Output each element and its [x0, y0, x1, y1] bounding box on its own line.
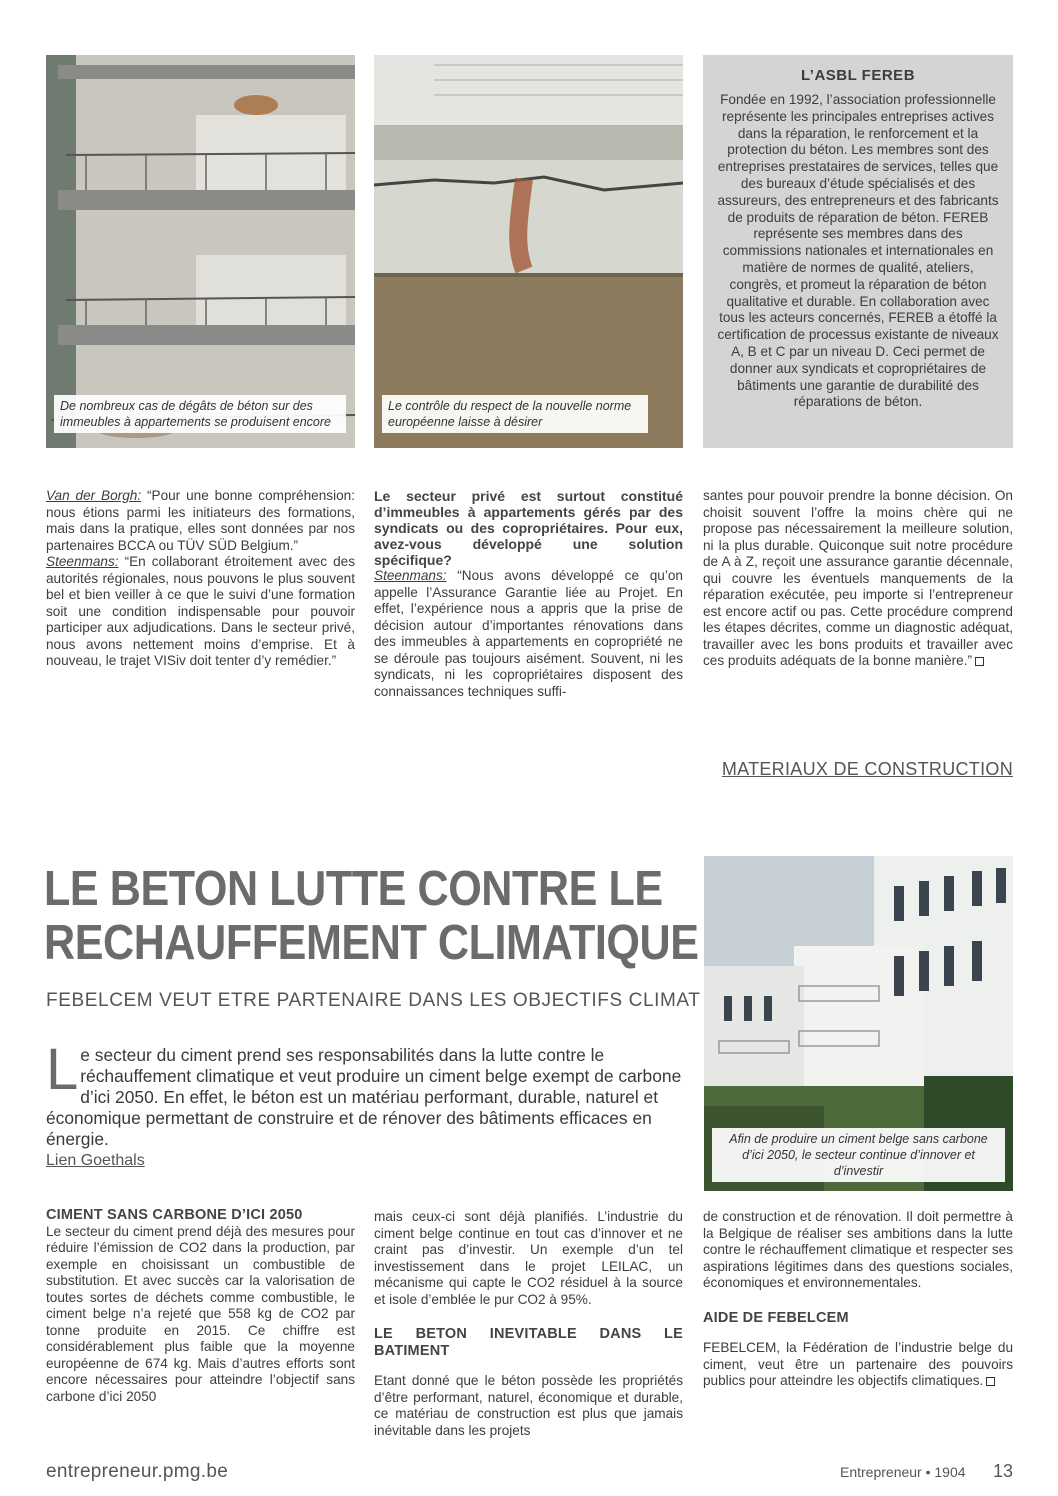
dropcap: L [46, 1037, 79, 1102]
headline-line-2: RECHAUFFEMENT CLIMATIQUE [44, 916, 699, 970]
footer-website: entrepreneur.pmg.be [46, 1461, 229, 1482]
end-square-icon [986, 1377, 995, 1386]
section-heading: CIMENT SANS CARBONE D’ICI 2050 [46, 1207, 303, 1223]
photo-white-building [704, 856, 1013, 1191]
article-photo-caption: Afin de produire un ciment belge sans carbone d’ici 2050, le secteur continue d’innover et d’investir [712, 1128, 1005, 1182]
speaker-name: Van der Borgh: [46, 488, 142, 503]
sidebar-fereb [703, 55, 1013, 448]
speaker-quote: “Pour une bonne compréhension: nous étions parmi les initiateurs des formations, mais dans la pratique, elles sont données par nos partenaires BCCA ou TÜV SÜD Belgium.” [46, 488, 355, 553]
headline-line-1: LE BETON LUTTE CONTRE LE [44, 862, 663, 916]
lead-text: e secteur du ciment prend ses responsabilités dans la lutte contre le réchauffement climatique et veut produire un ciment belge exempt de carbone d’ici 2050. En effet, le béton est un matériau performant, durable, naturel et économique permettant de construire et de rénover des bâtiments efficaces en énergie. [46, 1045, 682, 1149]
interview-question: Le secteur privé est surtout constitué d’immeubles à appartements gérés par des syndicats ou des copropriétaires. Pour eux, avez-vous développé une solution spécifique? [374, 488, 683, 568]
speaker-quote: “Nous avons développé ce qu’on appelle l’Assurance Garantie liée au Projet. En effet, l’expérience nous a appris que la prise de décision autour d’importantes rénovations dans des immeubles à appartements en copropriété ne se déroule pas toujours aisément. Souvent, ni les syndicats, ni les copropriétaires disposent des connaissances techniques suffi- [374, 568, 683, 699]
speaker-quote: santes pour pouvoir prendre la bonne décision. On choisit souvent l’offre la moins chère qui ne propose pas nécessairement la meilleure solution, ni la plus durable. Quiconque suit notre procédure de A à Z, reçoit une assurance garantie décennale, qui couvre les éventuels manquements de la réparation exécutée, peu importe si l’entrepreneur est encore actif ou pas. Cette procédure comprend les étapes décrites, comme un diagnostic adéquat, travailler avec les bons produits et travailler avec ces produits adéquats de la bonne manière.” [703, 488, 1013, 668]
subheadline: FEBELCEM VEUT ETRE PARTENAIRE DANS LES OBJECTIFS CLIMAT [46, 990, 701, 1011]
author-byline: Lien Goethals [46, 1152, 145, 1169]
balconies-illustration [46, 55, 355, 448]
speaker-name: Steenmans: [374, 568, 447, 583]
headline [44, 862, 699, 970]
sidebar-title: L’ASBL FEREB [800, 67, 916, 84]
article-text: Etant donné que le béton possède les propriétés d’être performant, naturel, économique et durable, ce matériau de construction est plus que jamais inévitable dans les projets [374, 1373, 683, 1438]
section-tag: MATERIAUX DE CONSTRUCTION [721, 759, 1013, 779]
photo2-caption: Le contrôle du respect de la nouvelle norme européenne laisse à désirer [382, 395, 648, 433]
article-text: mais ceux-ci sont déjà planifiés. L’industrie du ciment belge continue en tout cas d’innover et ne craint pas d’investir. Un exemple d’un tel investissement dans le projet LEILAC, un mécanisme qui capte le CO2 résiduel à la source et isole d’emblée le pur CO2 à 95%. [374, 1209, 683, 1307]
footer-magazine: Entrepreneur • 1904 [840, 1464, 966, 1480]
article-text: FEBELCEM, la Fédération de l’industrie belge du ciment, veut être un partenaire des pouvoirs publics pour atteindre les objectifs climatiques. [703, 1340, 1013, 1388]
speaker-quote: “En collaborant étroitement avec des autorités régionales, nous pouvons le plus souvent bel et bien veiller à ce que le suivi d’une formation soit une condition indispensable pour pouvoir participer aux adjudications. Dans le secteur privé, nous avons nettement moins d’emprise. Et à nouveau, le trajet VISiv doit tenter d’y remédier.” [46, 554, 355, 668]
article-column-3 [703, 1209, 1013, 1390]
photo1-caption: De nombreux cas de dégâts de béton sur des immeubles à appartements se produisent encore [54, 395, 346, 433]
photo-cracked-concrete [374, 55, 683, 448]
article-column-2 [374, 1209, 683, 1439]
speaker-name: Steenmans: [46, 554, 119, 569]
photo-balconies [46, 55, 355, 448]
lead-paragraph [46, 1037, 686, 1150]
end-square-icon [975, 657, 984, 666]
article-text: de construction et de rénovation. Il doit permettre à la Belgique de réaliser ses ambitions dans la lutte contre le réchauffement climatique et respecter ses aspirations légitimes dans des questions sociales, économiques et environnementales. [703, 1209, 1013, 1290]
sidebar-body: Fondée en 1992, l’association professionnelle représente les principales entreprises actives dans la réparation, le renforcement et la protection du béton. Les membres sont des entreprises prestataires de services, telles que des bureaux d’étude spécialisés et des assureurs, des entrepreneurs et des fabricants de produits de réparation de béton. FEREB représente ses membres dans des commissions nationales et internationales en matière de normes de qualité, ateliers, congrès, et promeut la réparation de béton qualitative et durable. En collaboration avec tous les acteurs concernés, FEREB a étoffé la certification de processus existante de niveaux A, B et C par un niveau D. Ceci permet de donner aux syndicats et copropriétaires de bâtiments une garantie de durabilité des réparations de béton. [717, 92, 999, 410]
interview-column-1 [46, 488, 355, 670]
concrete-crack-illustration [374, 55, 683, 448]
section-heading: LE BETON INEVITABLE DANS LE BATIMENT [374, 1326, 683, 1359]
article-text: Le secteur du ciment prend déjà des mesures pour réduire l’émission de CO2 dans la production, par exemple en choisissant un combustible de substitution. Et avec succès car la valorisation de toutes sortes de déchets comme combustible, le ciment belge n’a rejeté que 558 kg de CO2 par tonne produite en 2015. Ce chiffre est considérablement plus faible que la moyenne européenne de 674 kg. Mais d’autres efforts sont encore nécessaires pour atteindre l’objectif sans carbone d’ici 2050 [46, 1223, 355, 1404]
interview-column-2 [374, 488, 683, 700]
interview-column-3 [703, 488, 1013, 670]
article-column-1 [46, 1207, 355, 1405]
section-heading: AIDE DE FEBELCEM [703, 1309, 849, 1326]
page-number: 13 [993, 1461, 1014, 1481]
